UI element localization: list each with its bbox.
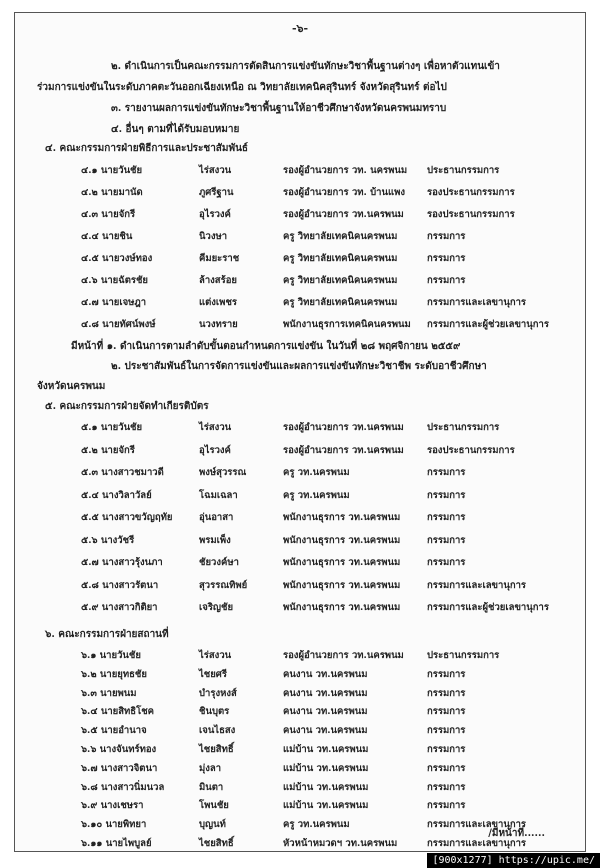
table-row — [81, 578, 571, 592]
member-name: ๖.๔ นายสิทธิโชค — [81, 706, 154, 718]
member-role: กรรมการ — [427, 762, 466, 774]
member-surname: ชัยวงค์ษา — [199, 557, 239, 568]
member-role: กรรมการ — [427, 781, 466, 793]
member-position: หัวหน้าหมวดฯ วท.นครพนม — [283, 838, 398, 849]
table-row — [81, 317, 571, 331]
section-5-heading: ๕. คณะกรรมการฝ่ายจัดทำเกียรติบัตร — [45, 401, 209, 412]
member-position: พนักงานธุรการ วท.นครพนม — [283, 534, 401, 546]
member-surname: ไชยศรี — [199, 668, 227, 680]
member-role: กรรมการ — [427, 231, 466, 242]
member-position: รองผู้อำนวยการ วท.นครพนม — [283, 422, 404, 433]
table-row — [81, 510, 571, 524]
member-name: ๖.๕ นายอำนาจ — [81, 725, 147, 737]
member-surname: คีมยะราช — [199, 253, 240, 264]
table-row — [81, 798, 571, 812]
member-position: คนงาน วท.นครพนม — [283, 706, 368, 718]
member-surname: สุวรรณทิพย์ — [199, 579, 248, 591]
table-row — [81, 686, 571, 700]
member-position: แม่บ้าน วท.นครพนม — [283, 781, 369, 793]
member-role: รองประธานกรรมการ — [427, 209, 515, 220]
member-name: ๕.๒ นายจักรี — [81, 444, 135, 456]
table-row — [81, 185, 571, 199]
member-name: ๖.๙ นางเชษรา — [81, 800, 144, 812]
member-surname: เจนไธสง — [199, 725, 236, 737]
member-position: ครู วิทยาลัยเทคนิคนครพนม — [283, 231, 398, 242]
member-role: กรรมการ — [427, 706, 466, 718]
member-name: ๕.๑ นายวันชัย — [81, 422, 143, 433]
member-surname: พรมเพ็ง — [199, 534, 231, 546]
table-row — [81, 723, 571, 737]
table-row — [81, 488, 571, 502]
member-surname: เจริญชัย — [199, 602, 234, 613]
member-surname: พงษ์สุวรรณ — [199, 467, 247, 478]
document-page — [14, 12, 586, 852]
member-surname: ล้างสร้อย — [199, 275, 237, 286]
table-row — [81, 251, 571, 265]
table-row — [81, 648, 571, 662]
member-name: ๔.๘ นายทัศน์พงษ์ — [81, 319, 156, 330]
table-row — [81, 295, 571, 309]
member-surname: ไชยสิทธิ์ — [199, 838, 234, 849]
member-surname: อุไรวงค์ — [199, 209, 231, 220]
member-name: ๔.๖ นายฉัตรชัย — [81, 275, 148, 286]
member-position: พนักงานธุรการ วท.นครพนม — [283, 579, 401, 591]
member-name: ๖.๑๑ นายไพบูลย์ — [81, 838, 152, 849]
member-position: ครู วิทยาลัยเทคนิคนครพนม — [283, 253, 398, 264]
member-role: รองประธานกรรมการ — [427, 187, 515, 198]
member-role: ประธานกรรมการ — [427, 165, 500, 176]
table-row — [81, 229, 571, 243]
member-role: กรรมการ — [427, 744, 466, 755]
member-position: พนักงานธุรการ วท.นครพนม — [283, 512, 401, 523]
table-row — [81, 780, 571, 794]
member-position: ครู วท.นครพนม — [283, 819, 350, 831]
intro-line-1: ๒. ดำเนินการเป็นคณะกรรมการตัดสินการแข่งขันทักษะวิชาพื้นฐานต่างๆ เพื่อหาตัวแทนเข้า — [111, 61, 500, 72]
member-role: กรรมการและผู้ช่วยเลขานุการ — [427, 319, 549, 330]
member-surname: อุไรวงค์ — [199, 444, 231, 456]
member-name: ๖.๑๐ นายพิทยา — [81, 819, 147, 831]
section-4-duty-1: มีหน้าที่ ๑. ดำเนินการตามลำดับขั้นตอนกำหนดการแข่งขัน ในวันที่ ๒๘ พฤศจิกายน ๒๕๕๙ — [71, 341, 461, 352]
member-name: ๕.๘ นางสาวรัตนา — [81, 579, 159, 591]
member-name: ๕.๓ นางสาวชมาวดี — [81, 467, 164, 478]
member-surname: ภูศรีฐาน — [199, 187, 234, 198]
table-row — [81, 420, 571, 434]
page-number: -๖- — [291, 22, 309, 35]
table-row — [81, 742, 571, 756]
member-role: กรรมการ — [427, 557, 466, 568]
member-position: แม่บ้าน วท.นครพนม — [283, 800, 369, 812]
member-surname: ชินบุตร — [199, 706, 230, 718]
table-row — [81, 273, 571, 287]
member-surname: โพนชัย — [199, 800, 229, 812]
member-role: กรรมการและเลขานุการ — [427, 838, 527, 849]
member-position: พนักงานธุรการเทคนิคนครพนม — [283, 319, 411, 330]
member-position: แม่บ้าน วท.นครพนม — [283, 744, 369, 755]
member-role: รองประธานกรรมการ — [427, 444, 515, 456]
table-row — [81, 600, 571, 614]
member-role: กรรมการ — [427, 687, 466, 699]
member-surname: มุ่งลา — [199, 762, 222, 774]
member-name: ๔.๒ นายมานัด — [81, 187, 143, 198]
intro-line-2: ร่วมการแข่งขันในระดับภาคตะวันออกเฉียงเหนือ ณ วิทยาลัยเทคนิคสุรินทร์ จังหวัดสุรินทร์ ต่อไป — [37, 82, 447, 93]
member-role: กรรมการ — [427, 467, 466, 478]
member-name: ๕.๙ นางสาวกิติยา — [81, 602, 158, 613]
table-row — [81, 163, 571, 177]
table-row — [81, 465, 571, 479]
member-role: กรรมการและเลขานุการ — [427, 297, 527, 308]
member-role: กรรมการ — [427, 253, 466, 264]
member-surname: แต่งเพชร — [199, 297, 237, 308]
member-position: ครู วท.นครพนม — [283, 489, 350, 501]
intro-line-4: ๔. อื่นๆ ตามที่ได้รับมอบหมาย — [111, 124, 240, 135]
member-name: ๖.๓ นายพนม — [81, 687, 137, 699]
member-role: กรรมการ — [427, 275, 466, 286]
member-role: กรรมการ — [427, 800, 466, 812]
member-name: ๖.๑ นายวันชัย — [81, 650, 141, 661]
member-name: ๖.๗ นางสาวจิตนา — [81, 762, 158, 774]
member-position: พนักงานธุรการ วท.นครพนม — [283, 557, 401, 568]
intro-line-3: ๓. รายงานผลการแข่งขันทักษะวิชาพื้นฐานให้อาชีวศึกษาจังหวัดนครพนมทราบ — [111, 103, 447, 114]
member-name: ๔.๕ นายวงษ์ทอง — [81, 253, 153, 264]
member-name: ๖.๒ นายยุทธชัย — [81, 668, 147, 680]
member-role: กรรมการ — [427, 489, 466, 501]
table-row — [81, 533, 571, 547]
member-role: กรรมการและผู้ช่วยเลขานุการ — [427, 602, 549, 613]
table-row — [81, 555, 571, 569]
member-surname: นวงทราย — [199, 319, 238, 330]
member-position: แม่บ้าน วท.นครพนม — [283, 762, 369, 774]
section-4-duty-3: จังหวัดนครพนม — [37, 381, 106, 392]
member-role: กรรมการและเลขานุการ — [427, 819, 527, 831]
member-surname: ไร่สงวน — [199, 422, 232, 433]
table-row — [81, 704, 571, 718]
member-position: ครู วิทยาลัยเทคนิคนครพนม — [283, 275, 398, 286]
member-name: ๖.๘ นางสาวนิ่มนวล — [81, 781, 165, 793]
watermark-badge: [900x1277] https://upic.me/ — [427, 853, 600, 868]
member-surname: ไชยสิทธิ์ — [199, 744, 234, 755]
member-position: ครู วท.นครพนม — [283, 467, 350, 478]
member-role: ประธานกรรมการ — [427, 422, 500, 433]
member-name: ๕.๗ นางสาวรุ้งนภา — [81, 557, 163, 568]
member-position: รองผู้อำนวยการ วท.นครพนม — [283, 209, 404, 220]
member-role: กรรมการและเลขานุการ — [427, 579, 527, 591]
member-role: กรรมการ — [427, 668, 466, 680]
member-name: ๔.๑ นายวันชัย — [81, 165, 143, 176]
member-name: ๖.๖ นางจันทร์ทอง — [81, 744, 157, 755]
section-4-duty-2: ๒. ประชาสัมพันธ์ในการจัดการแข่งขันและผลการแข่งขันทักษะวิชาชีพ ระดับอาชีวศึกษา — [111, 361, 487, 372]
member-position: รองผู้อำนวยการ วท.นครพนม — [283, 650, 404, 661]
table-row — [81, 443, 571, 457]
member-surname: ไร่สงวน — [199, 650, 232, 661]
member-role: กรรมการ — [427, 512, 466, 523]
table-row — [81, 761, 571, 775]
member-name: ๕.๖ นางวัชรี — [81, 534, 135, 546]
member-position: คนงาน วท.นครพนม — [283, 725, 368, 737]
member-surname: บำรุงหงส์ — [199, 687, 237, 699]
table-row — [81, 207, 571, 221]
member-role: กรรมการ — [427, 534, 466, 546]
section-4-heading: ๔. คณะกรรมการฝ่ายพิธีการและประชาสัมพันธ์ — [45, 143, 249, 154]
member-position: พนักงานธุรการ วท.นครพนม — [283, 602, 401, 613]
member-surname: อุ่นอาสา — [199, 512, 234, 523]
member-position: รองผู้อำนวยการ วท. นครพนม — [283, 165, 408, 176]
member-position: คนงาน วท.นครพนม — [283, 668, 368, 680]
member-surname: บุญนท์ — [199, 819, 226, 831]
member-name: ๔.๗ นายเจษฎา — [81, 297, 147, 308]
member-surname: ไร่สงวน — [199, 165, 232, 176]
member-surname: โฉมเฉลา — [199, 489, 238, 501]
member-surname: นิวงษา — [199, 231, 228, 242]
continued-note: /มีหน้าที่...... — [488, 828, 545, 839]
member-name: ๕.๕ นางสาวขวัญฤทัย — [81, 512, 173, 523]
member-position: รองผู้อำนวยการ วท.นครพนม — [283, 444, 404, 456]
section-6-heading: ๖. คณะกรรมการฝ่ายสถานที่ — [45, 629, 169, 640]
member-name: ๕.๔ นางวิลาวัลย์ — [81, 489, 152, 501]
member-position: ครู วิทยาลัยเทคนิคนครพนม — [283, 297, 398, 308]
member-name: ๔.๓ นายจักรี — [81, 209, 136, 220]
member-position: รองผู้อำนวยการ วท. บ้านแพง — [283, 187, 406, 198]
table-row — [81, 667, 571, 681]
member-surname: มินตา — [199, 781, 224, 793]
member-role: กรรมการ — [427, 725, 466, 737]
member-role: ประธานกรรมการ — [427, 650, 500, 661]
member-name: ๔.๔ นายชิน — [81, 231, 133, 242]
member-position: คนงาน วท.นครพนม — [283, 687, 368, 699]
